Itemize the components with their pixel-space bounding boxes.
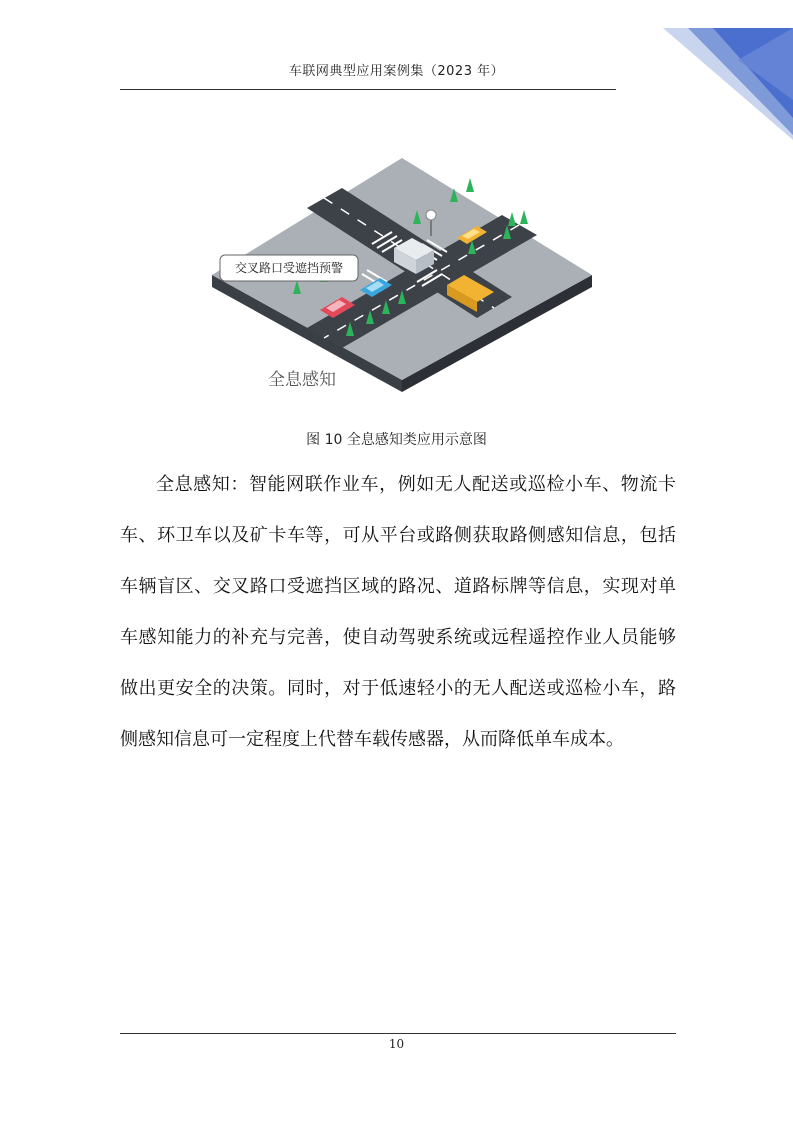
holographic-perception-illustration xyxy=(212,150,592,400)
header-divider xyxy=(120,89,616,90)
figure-label: 全息感知 xyxy=(268,370,336,390)
occlusion-warning-callout: 交叉路口受遮挡预警 xyxy=(234,261,344,275)
page-number: 10 xyxy=(388,1037,405,1051)
body-paragraph: 全息感知：智能网联作业车，例如无人配送或巡检小车、物流卡车、环卫车以及矿卡车等，可从平台或路侧获取路侧感知信息，包括车辆盲区、交叉路口受遮挡区域的路况、道路标牌等信息，实现对单车感知能力的补充与完善，使自动驾驶系统或远程遥控作业人员能够做出更安全的决策。同时，对于低速轻小的无人配送或巡检小车，路侧感知信息可一定程度上代替车载传感器，从而降低单车成本。 xyxy=(120,474,676,750)
figure-caption: 图 10 全息感知类应用示意图 xyxy=(306,432,487,448)
footer-divider xyxy=(120,1033,676,1034)
running-header: 车联网典型应用案例集（2023 年） xyxy=(288,64,505,79)
